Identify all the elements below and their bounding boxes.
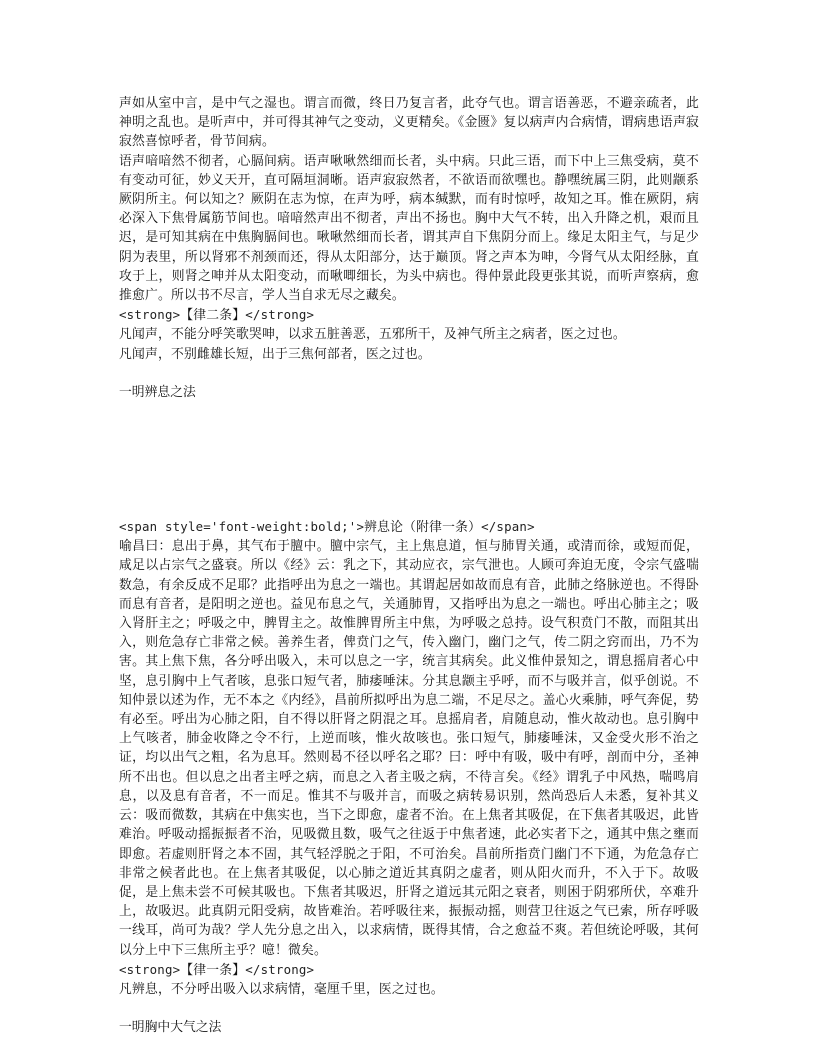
section-title — [119, 517, 699, 537]
rule-item-1: 凡辨息，不分呼出吸入以求病情，毫厘千里，医之过也。 — [119, 981, 444, 997]
spacer — [119, 999, 699, 1018]
rule-title: 【律一条】 — [180, 962, 246, 978]
document-page — [119, 94, 699, 1037]
section-title-text: 辨息论（附律一条） — [364, 520, 482, 536]
section-heading-breath: 一明辨息之法 — [119, 384, 196, 400]
rule-item-2: 凡闻声，不别雌雄长短，出于三焦何部者，医之过也。 — [119, 346, 431, 362]
paragraph-breath-discussion: 喻昌曰：息出于鼻，其气布于膻中。膻中宗气，主上焦息道，恒与肺胃关通，或清而徐，或短而促，咸足以占宗气之盛衰。所以《经》云：乳之下，其动应衣，宗气泄也。人顾可奔迫无度，令宗气盛喘数急，有余反成不足耶？此指呼出为息之一端也。其谓起居如故而息有音，此肺之络脉逆也。不得卧而息有音者，是阳明之逆也。益见布息之气，关通肺胃，又指呼出为息之一端也。呼出心肺主之；吸入肾肝主之；呼吸之中，脾胃主之。故惟脾胃所主中焦，为呼吸之总持。设气积贲门不散，而阻其出入，则危急存亡非常之候。善养生者，俾贲门之气，传入幽门，幽门之气，传二阴之窍而出，乃不为害。其上焦下焦，各分呼出吸入，未可以息之一字，统言其病矣。此义惟仲景知之，谓息摇肩者心中坚，息引胸中上气者咳，息张口短气者，肺痿唾沫。分其息颛主乎呼，而不与吸并言，似乎创说。不知仲景以述为作，无不本之《内经》，昌前所拟呼出为息二端，不足尽之。盖心火乘肺，呼气奔促，势有必至。呼出为心肺之阳，自不得以肝肾之阴混之耳。息摇肩者，肩随息动，惟火故动也。息引胸中上气咳者，肺金收降之令不行，上逆而咳，惟火故咳也。张口短气，肺痿唾沫，又金受火形不治之证，均以出气之粗，名为息耳。然则曷不径以呼名之耶？曰：呼中有吸，吸中有呼，剖而中分，圣神所不出也。但以息之出者主呼之病，而息之入者主吸之病，不待言矣。《经》谓乳子中风热，喘鸣肩息，以及息有音者，不一而足。惟其不与吸并言，而吸之病转易识别，然尚恐后人未悉，复补其义云：吸而微数，其病在中焦实也，当下之即愈，虚者不治。在上焦者其吸促，在下焦者其吸迟，此皆难治。呼吸动摇振振者不治，见吸微且数，吸气之往返于中焦者速，此必实者下之，通其中焦之壅而即愈。若虚则肝肾之本不固，其气轻浮脱之于阳，不可治矣。昌前所指贲门幽门不下通，为危急存亡非常之候者此也。在上焦者其吸促，以心肺之道近其真阴之虚者，则从阳火而升，不入于下。故吸促，是上焦未尝不可候其吸也。下焦者其吸迟，肝肾之道远其元阳之衰者，则困于阴邪所伏，卒难升上，故吸迟。此真阴元阳受病，故皆难治。若呼吸往来，振振动摇，则营卫往返之气已索，所存呼吸一线耳，尚可为哉？学人先分息之出入，以求病情，既得其情，合之愈益不爽。若但统论呼吸，其何以分上中下三焦所主乎？噫！微矣。 — [119, 539, 699, 958]
rule-item-1: 凡闻声，不能分呼笑歌哭呻，以求五脏善恶，五邪所干，及神气所主之病者，医之过也。 — [119, 327, 626, 343]
strong-open-tag: <strong> — [119, 961, 181, 977]
spacer — [119, 364, 699, 383]
strong-close-tag: </strong> — [245, 961, 315, 977]
rule-header — [119, 305, 699, 325]
rule-title: 【律二条】 — [180, 308, 246, 324]
section-heading-chest-qi: 一明胸中大气之法 — [119, 1020, 222, 1036]
rule-header — [119, 960, 699, 980]
span-open-tag: <span style='font-weight:bold;'> — [119, 519, 365, 535]
span-close-tag: </span> — [481, 519, 535, 535]
spacer — [119, 402, 699, 517]
paragraph-voice-discussion: 语声喑喑然不彻者，心膈间病。语声啾啾然细而长者，头中病。只此三语，而下中上三焦受病，莫不有变动可征，妙义天开，直可隔垣洞晰。语声寂寂然者，不欲语而欲嘿也。静嘿统属三阴，此则颛系厥阴所主。何以知之？厥阴在志为惊，在声为呼，病本缄默，而有时惊呼，故知之耳。惟在厥阴，病必深入下焦骨属筋节间也。喑喑然声出不彻者，声出不扬也。胸中大气不转，出入升降之机，艰而且迟，是可知其病在中焦胸膈间也。啾啾然细而长者，谓其声自下焦阴分而上。缘足太阳主气，与足少阴为表里，所以肾邪不剂颈而还，得从太阳部分，达于巅顶。肾之声本为呻，今肾气从太阳经脉，直攻于上，则肾之呻并从太阳变动，而啾唧细长，为头中病也。得仲景此段更张其说，而听声察病，愈推愈广。所以书不尽言，学人当自求无尽之藏矣。 — [119, 153, 699, 304]
strong-open-tag: <strong> — [119, 307, 181, 323]
paragraph-voice-intro: 声如从室中言，是中气之湿也。谓言而微，终日乃复言者，此夺气也。谓言语善恶，不避亲疏者，此神明之乱也。是听声中，并可得其神气之变动，义更精矣。《金匮》复以病声内合病情，谓病患语声寂寂然喜惊呼者，骨节间病。 — [119, 96, 699, 150]
strong-close-tag: </strong> — [245, 307, 315, 323]
